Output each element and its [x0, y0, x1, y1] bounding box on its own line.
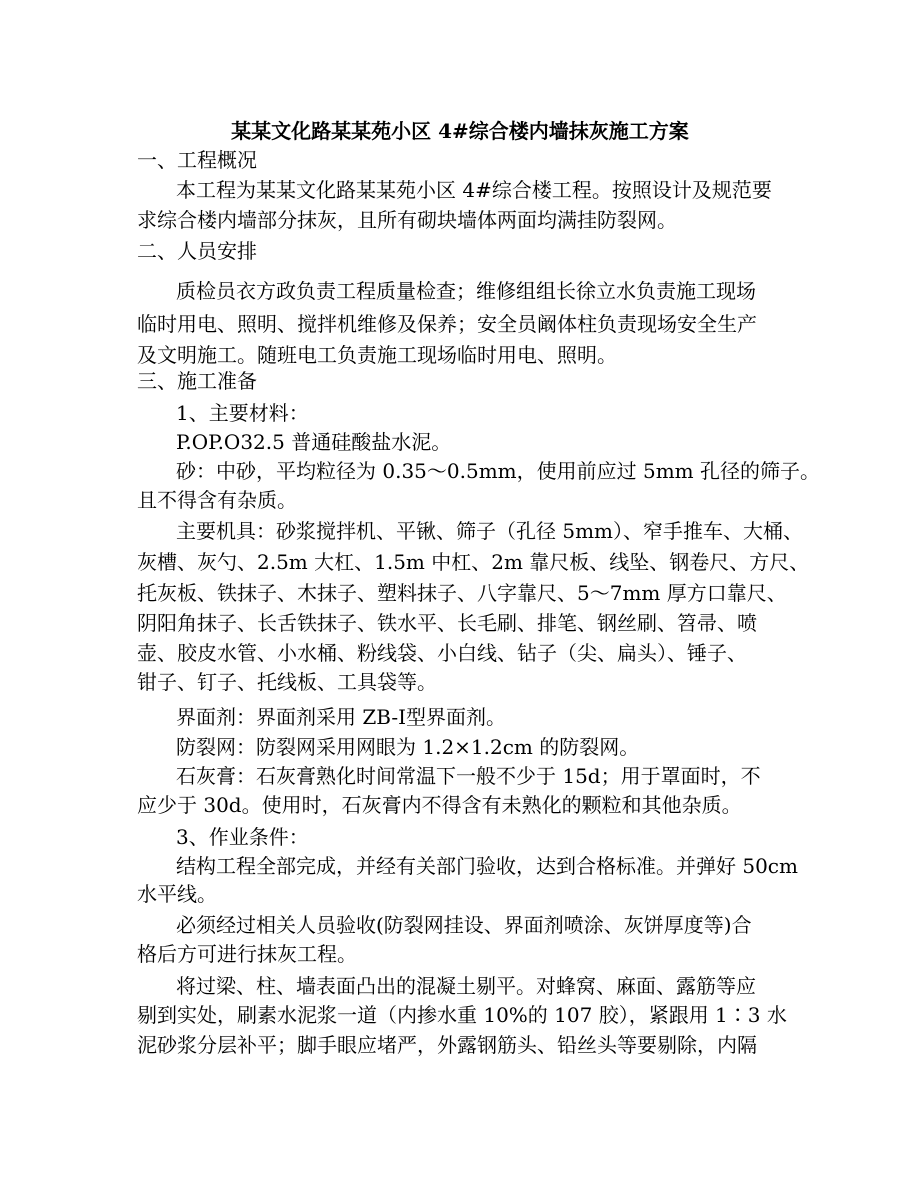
paragraph-line: 界面剂：界面剂采用 ZB-Ⅰ型界面剂。 — [176, 705, 506, 729]
paragraph-line: 钳子、钉子、托线板、工具袋等。 — [137, 670, 437, 694]
paragraph-line: 托灰板、铁抹子、木抹子、塑料抹子、八字靠尺、5～7mm 厚方口靠尺、 — [137, 581, 787, 605]
paragraph-line: 阴阳角抹子、长舌铁抹子、铁水平、长毛刷、排笔、钢丝刷、笤帚、喷 — [137, 611, 757, 635]
subsection-heading: 1、主要材料： — [176, 401, 309, 425]
section-heading: 三、施工准备 — [137, 369, 257, 393]
paragraph-line: 本工程为某某文化路某某苑小区 4#综合楼工程。按照设计及规范要 — [176, 178, 772, 202]
paragraph-line: 格后方可进行抹灰工程。 — [137, 942, 357, 966]
paragraph-line: 将过梁、柱、墙表面凸出的混凝土剔平。对蜂窝、麻面、露筋等应 — [176, 974, 756, 998]
paragraph-line: 及文明施工。随班电工负责施工现场临时用电、照明。 — [137, 343, 617, 367]
paragraph-line: 泥砂浆分层补平；脚手眼应堵严，外露钢筋头、铅丝头等要剔除，内隔 — [137, 1033, 757, 1057]
section-heading: 二、人员安排 — [137, 239, 257, 263]
paragraph-line: 必须经过相关人员验收(防裂网挂设、界面剂喷涂、灰饼厚度等)合 — [176, 913, 752, 937]
paragraph-line: 水平线。 — [137, 882, 217, 906]
subsection-heading: 3、作业条件： — [176, 825, 309, 849]
paragraph-line: 主要机具：砂浆搅拌机、平锹、筛子（孔径 5mm）、窄手推车、大桶、 — [176, 519, 804, 543]
paragraph-line: 灰槽、灰勺、2.5m 大杠、1.5m 中杠、2m 靠尺板、线坠、钢卷尺、方尺、 — [137, 550, 810, 574]
document-title: 某某文化路某某苑小区 4#综合楼内墙抹灰施工方案 — [231, 119, 689, 143]
section-heading: 一、工程概况 — [137, 148, 257, 172]
paragraph-line: P.OP.O32.5 普通硅酸盐水泥。 — [176, 430, 452, 454]
paragraph-line: 砂：中砂，平均粒径为 0.35～0.5mm，使用前应过 5mm 孔径的筛子。 — [176, 459, 820, 483]
paragraph-line: 防裂网：防裂网采用网眼为 1.2×1.2cm 的防裂网。 — [176, 735, 640, 759]
paragraph-line: 剔到实处，刷素水泥浆一道（内掺水重 10%的 107 胶），紧跟用 1∶3 水 — [137, 1003, 787, 1027]
paragraph-line: 壶、胶皮水管、小水桶、粉线袋、小白线、钻子（尖、扁头）、锤子、 — [137, 641, 747, 665]
paragraph-line: 求综合楼内墙部分抹灰，且所有砌块墙体两面均满挂防裂网。 — [137, 208, 677, 232]
paragraph-line: 石灰膏：石灰膏熟化时间常温下一般不少于 15d；用于罩面时，不 — [176, 764, 761, 788]
paragraph-line: 结构工程全部完成，并经有关部门验收，达到合格标准。并弹好 50cm — [176, 854, 798, 878]
paragraph-line: 且不得含有杂质。 — [137, 488, 297, 512]
paragraph-line: 质检员衣方政负责工程质量检查；维修组组长徐立水负责施工现场 — [176, 279, 756, 303]
paragraph-line: 应少于 30d。使用时，石灰膏内不得含有未熟化的颗粒和其他杂质。 — [137, 793, 742, 817]
paragraph-line: 临时用电、照明、搅拌机维修及保养；安全员阚体柱负责现场安全生产 — [137, 312, 757, 336]
